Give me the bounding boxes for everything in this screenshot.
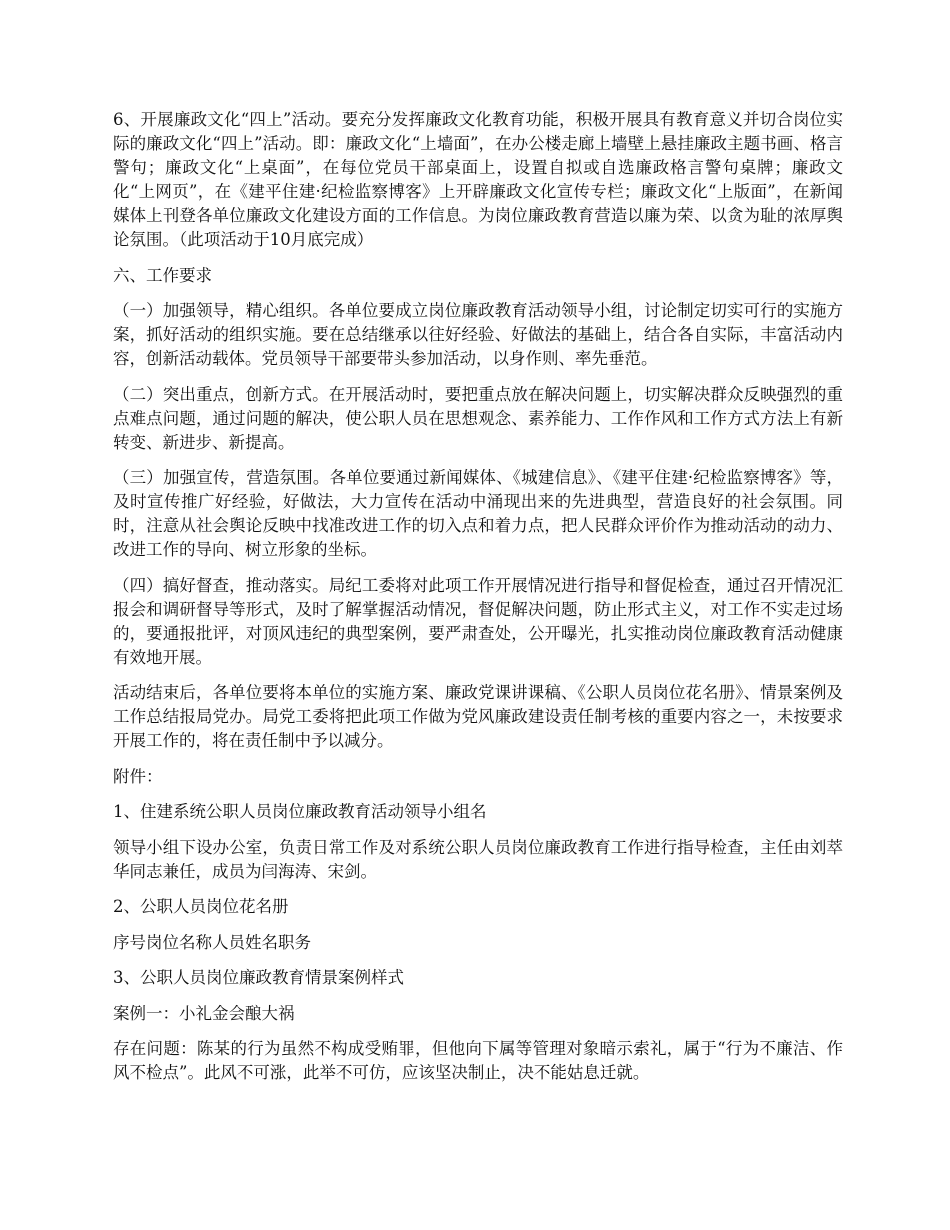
paragraph-requirement-4: （四）搞好督查，推动落实。局纪工委将对此项工作开展情况进行指导和督促检查，通过召开情况汇报会和调研督导等形式，及时了解掌握活动情况，督促解决问题，防止形式主义，对工作不实走过场的，要通报批评，对顶风违纪的典型案例，要严肃查处，公开曝光，扎实推动岗位廉政教育活动健康有效地开展。 xyxy=(113,575,843,667)
case-1-problem: 存在问题：陈某的行为虽然不构成受贿罪，但他向下属等管理对象暗示索礼，属于“行为不廉洁、作风不检点”。此风不可涨，此举不可仿，应该坚决制止，决不能姑息迁就。 xyxy=(113,1039,843,1082)
paragraph-after-activity: 活动结束后，各单位要将本单位的实施方案、廉政党课讲课稿、《公职人员岗位花名册》、情景案例及工作总结报局党办。局党工委将把此项工作做为党风廉政建设责任制考核的重要内容之一，未按要求开展工作的，将在责任制中予以减分。 xyxy=(113,683,843,750)
case-1-title: 案例一：小礼金会酿大祸 xyxy=(113,1003,295,1023)
section-heading-work-requirements: 六、工作要求 xyxy=(113,265,212,285)
paragraph-activity-6: 6、开展廉政文化“四上”活动。要充分发挥廉政文化教育功能，积极开展具有教育意义并切合岗位实际的廉政文化“四上”活动。即：廉政文化“上墙面”，在办公楼走廊上墙壁上悬挂廉政主题书画、格言警句；廉政文化“上桌面”，在每位党员干部桌面上，设置自拟或自选廉政格言警句桌牌；廉政文化“上网页”，在《建平住建·纪检监察博客》上开辟廉政文化宣传专栏；廉政文化“上版面”，在新闻媒体上刊登各单位廉政文化建设方面的工作信息。为岗位廉政教育营造以廉为荣、以贪为耻的浓厚舆论氛围。（此项活动于10月底完成） xyxy=(113,110,843,249)
attachments-heading: 附件： xyxy=(113,766,163,786)
attachment-3-title: 3、公职人员岗位廉政教育情景案例样式 xyxy=(113,968,404,987)
document-page xyxy=(113,108,843,1097)
paragraph-requirement-1: （一）加强领导，精心组织。各单位要成立岗位廉政教育活动领导小组，讨论制定切实可行的实施方案，抓好活动的组织实施。要在总结继承以往好经验、好做法的基础上，结合各自实际，丰富活动内容，创新活动载体。党员领导干部要带头参加活动，以身作则、率先垂范。 xyxy=(113,301,843,368)
paragraph-requirement-2: （二）突出重点，创新方式。在开展活动时，要把重点放在解决问题上，切实解决群众反映强烈的重点难点问题，通过问题的解决，使公职人员在思想观念、素养能力、工作作风和工作方式方法上有新转变、新进步、新提高。 xyxy=(113,384,843,452)
attachment-1-body: 领导小组下设办公室，负责日常工作及对系统公职人员岗位廉政教育工作进行指导检查，主任由刘萃华同志兼任，成员为闫海涛、宋剑。 xyxy=(113,837,843,881)
attachment-2-title: 2、公职人员岗位花名册 xyxy=(113,897,289,916)
attachment-1-title: 1、住建系统公职人员岗位廉政教育活动领导小组名 xyxy=(113,802,487,821)
attachment-2-columns: 序号岗位名称人员姓名职务 xyxy=(113,932,311,952)
paragraph-requirement-3: （三）加强宣传，营造氛围。各单位要通过新闻媒体、《城建信息》、《建平住建·纪检监察博客》等，及时宣传推广好经验，好做法，大力宣传在活动中涌现出来的先进典型，营造良好的社会氛围。同时，注意从社会舆论反映中找准改进工作的切入点和着力点，把人民群众评价作为推动活动的动力、改进工作的导向、树立形象的坐标。 xyxy=(113,468,843,559)
